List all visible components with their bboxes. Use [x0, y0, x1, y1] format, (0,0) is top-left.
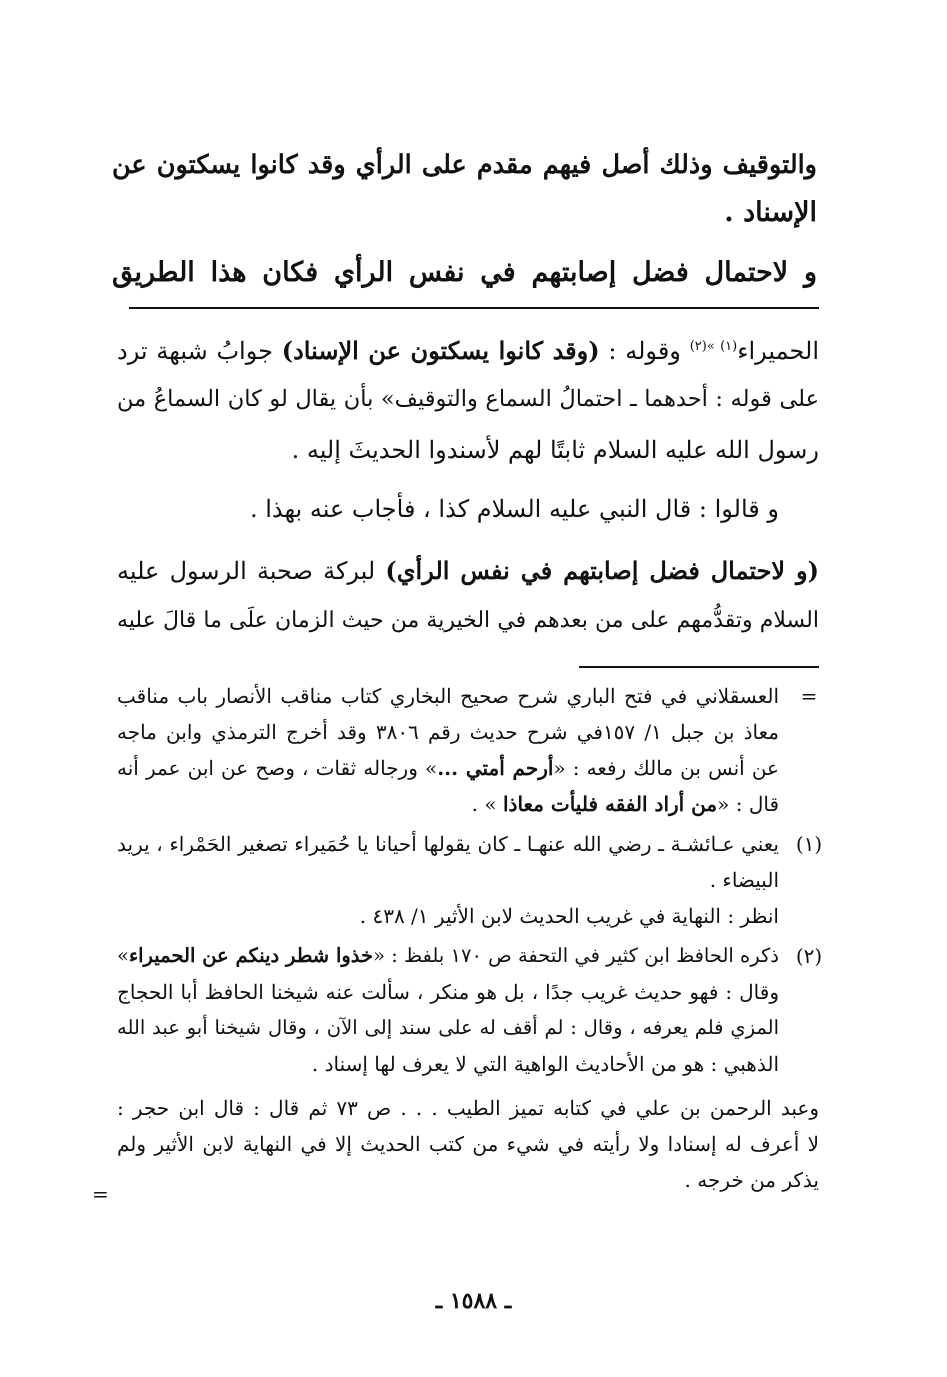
- matn-line-2: الإسناد .: [724, 197, 817, 228]
- footnote-1-line-2: البيضاء .: [709, 868, 779, 892]
- footnote-2-line-6: لا أعرف له إسنادا ولا رأيته في شيء من كتب الحديث إلا في النهاية لابن الأثير ولم: [117, 1132, 819, 1156]
- footnote-text: » ورجاله ثقات ، وصح عن ابن عمر أنه: [117, 756, 438, 780]
- footnote-text: عن أنس بن مالك رفعه : «: [553, 756, 779, 780]
- commentary-line-6: السلام وتقدُّمهم على من بعدهم في الخيرية من حيث الزمان علَى ما قالَ عليه: [117, 608, 819, 633]
- footnote-2-line-1: [117, 938, 779, 974]
- footnote-continuation-line-4: [117, 786, 779, 822]
- commentary-text: الحميراء: [737, 337, 819, 365]
- quoted-matn: (وقد كانوا يسكتون عن الإسناد): [281, 336, 600, 365]
- quoted-matn: (و لاحتمال فضل إصابتهم في نفس الرأي): [385, 556, 819, 585]
- footnote-2-line-7: يذكر من خرجه .: [684, 1168, 819, 1192]
- commentary-text: وقوله :: [599, 337, 690, 365]
- hadith-quote: أرحم أمتي ...: [437, 756, 554, 780]
- hadith-quote: خذوا شطر دينكم عن الحميراء: [128, 944, 374, 967]
- footnote-continuation-line-1: العسقلاني في فتح الباري شرح صحيح البخاري كتاب مناقب الأنصار باب مناقب: [117, 684, 779, 708]
- footnote-1-line-1: يعني عـائشـة ـ رضي الله عنهـا ـ كان يقولها أحيانا يا حُمَيراء تصغير الحَمْراء ، يريد: [117, 832, 779, 856]
- footnote-2-line-2: وقال : فهو حديث غريب جدًا ، بل هو منكر ، سألت عنه شيخنا الحافظ أبا الحجاج: [117, 980, 779, 1004]
- footnote-continuation-line-3: [117, 750, 779, 786]
- footnote-refs: (١) »(٢): [689, 339, 738, 354]
- continuation-marker: =: [800, 684, 818, 708]
- footnote-1-line-3: انظر : النهاية في غريب الحديث لابن الأثير ١/ ٤٣٨ .: [359, 904, 779, 928]
- footnote-text: »: [117, 944, 129, 967]
- footnote-divider: [579, 666, 819, 668]
- commentary-line-5: [117, 546, 819, 596]
- page-end-continuation-marker: =: [92, 1182, 109, 1206]
- commentary-line-2: على قوله : أحدهما ـ احتمالُ السماع والتوقيف» بأن يقال لو كان السماعُ من: [117, 386, 819, 412]
- commentary-text: جوابُ شبهة ترد: [117, 337, 282, 365]
- footnote-2-line-3: المزي فلم يعرفه ، وقال : لم أقف له على سند إلى الآن ، وقال شيخنا أبو عبد الله: [117, 1016, 779, 1039]
- commentary-line-3: رسول الله عليه السلام ثابتًا لهم لأسندوا الحديثَ إليه .: [291, 436, 819, 464]
- footnote-1-marker: (١): [795, 832, 823, 856]
- commentary-line-4: و قالوا : قال النبي عليه السلام كذا ، فأجاب عنه بهذا .: [249, 495, 779, 523]
- footnote-text: » .: [471, 792, 503, 816]
- page-number: ـ ١٥٨٨ ـ: [435, 1288, 512, 1314]
- matn-line-1: والتوقيف وذلك أصل فيهم مقدم على الرأي وقد كانوا يسكتون عن: [112, 150, 817, 180]
- footnote-2-line-5: وعبد الرحمن بن علي في كتابه تميز الطيب . . . ص ٧٣ ثم قال : قال ابن حجر :: [117, 1096, 819, 1120]
- matn-divider: [129, 307, 819, 309]
- commentary-line-1: [117, 322, 819, 376]
- footnote-text: ذكره الحافظ ابن كثير في التحفة ص ١٧٠ بلفظ : «: [373, 944, 779, 967]
- commentary-text: لبركة صحبة الرسول عليه: [117, 557, 386, 585]
- hadith-quote: من أراد الفقه فليأت معاذا: [502, 792, 718, 816]
- footnote-2-marker: (٢): [795, 944, 823, 968]
- footnote-continuation-line-2: معاذ بن جبل ١/ ١٥٧في شرح حديث رقم ٣٨٠٦ وقد أخرج الترمذي وابن ماجه: [117, 720, 779, 744]
- matn-line-3: و لاحتمال فضل إصابتهم في نفس الرأي فكان هذا الطريق: [112, 257, 817, 288]
- footnote-2-line-4: الذهبي : هو من الأحاديث الواهية التي لا يعرف لها إسناد .: [311, 1052, 779, 1076]
- footnote-text: قال : «: [717, 792, 779, 816]
